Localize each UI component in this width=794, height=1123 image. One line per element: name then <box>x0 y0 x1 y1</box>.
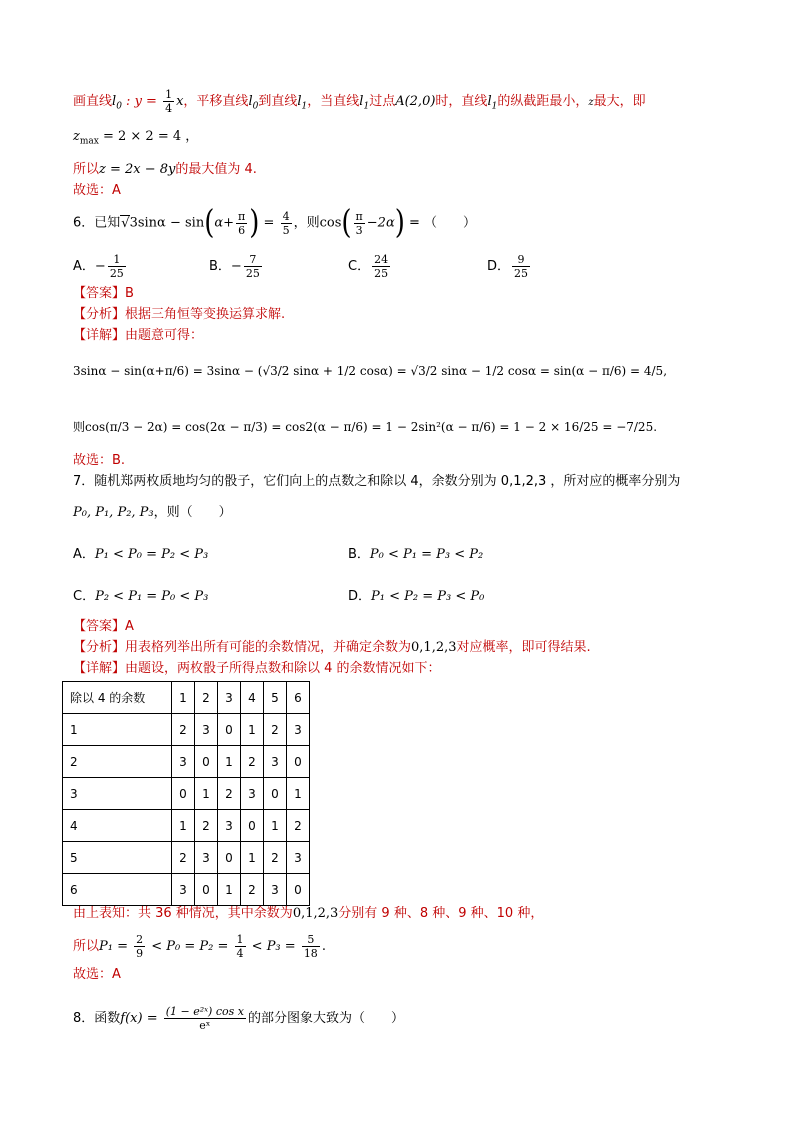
table-cell: 5 <box>63 842 172 874</box>
table-row <box>63 714 310 746</box>
q6-equation-2: 则cos(π/3 − 2α) = cos(2α − π/3) = cos2(α − π/6) = 1 − 2sin²(α − π/6) = 1 − 2 × 16/25 = −7/25. <box>73 420 658 434</box>
q6-choose: 故选：B. <box>73 453 126 468</box>
table-cell: 3 <box>63 778 172 810</box>
table-row <box>63 810 310 842</box>
math-expr: z = 2x − 8y <box>99 162 176 177</box>
q7-detail: 【详解】由题设，两枚骰子所得点数和除以 4 的余数情况如下： <box>73 661 441 676</box>
table-cell: 1 <box>287 778 310 810</box>
text: 最大，即 <box>593 94 646 109</box>
q7-stem-1 <box>73 473 680 491</box>
table-cell: 3 <box>195 714 218 746</box>
option-d: D． $\frac{9}{25}$ <box>487 253 529 280</box>
table-cell: 1 <box>172 682 195 714</box>
table-cell: 0 <box>287 746 310 778</box>
table-cell: 0 <box>287 874 310 906</box>
table-cell: 2 <box>241 746 264 778</box>
table-cell: 2 <box>241 874 264 906</box>
math-point: A(2,0) <box>395 94 436 109</box>
table-cell: 0 <box>241 810 264 842</box>
table-cell: 5 <box>264 682 287 714</box>
text: 时，直线 <box>435 94 488 109</box>
text: 画直线 <box>73 94 113 109</box>
table-cell: 3 <box>172 746 195 778</box>
math-l0: $l_0$ <box>112 94 122 112</box>
question-text: 7．随机郑两枚质地均匀的骰子，它们向上的点数之和除以 4，余数分别为 0,1,2,3 ，所对应的概率分别为 <box>73 474 681 489</box>
table-cell: 0 <box>218 842 241 874</box>
question-number: 8．函数 <box>73 1011 121 1026</box>
text: ，平移直线 <box>183 94 249 109</box>
text: ，当直线 <box>307 94 360 109</box>
table-cell: 4 <box>241 682 264 714</box>
q7-option-c: C．P₂ < P₁ = P₀ < P₃ <box>73 589 209 604</box>
table-cell: 0 <box>218 714 241 746</box>
math-z: z <box>73 129 80 144</box>
q6-equation-1: 3sinα − sin(α+π/6) = 3sinα − (√3/2 sinα + 1/2 cosα) = √3/2 sinα − 1/2 cosα = sin(α − π/6) = 4/5, <box>73 364 668 378</box>
table-cell: 0 <box>264 778 287 810</box>
table-cell: 2 <box>287 810 310 842</box>
q7-option-a: A．P₁ < P₀ = P₂ < P₃ <box>73 547 209 562</box>
q6-stem: 6．已知√3sinα − sin(α+ $\frac{\pi}{6}$ ) = $\frac{4}{5}$ ，则cos( $\frac{\pi}{3}$ −2α) = （ ） <box>73 204 477 242</box>
q7-option-d: D．P₁ < P₂ = P₃ < P₀ <box>348 589 485 604</box>
q8-stem: 8．函数f(x) = $\frac{\text{(1 − e²ˣ) cos x}}{\text{eˣ}}$ 的部分图象大致为（ ） <box>73 1005 404 1032</box>
table-cell: 1 <box>241 714 264 746</box>
remainder-table <box>62 681 310 906</box>
function-fraction: $\frac{\text{(1 − e²ˣ) cos x}}{\text{eˣ}}$ <box>165 1005 244 1032</box>
text: 到直线 <box>258 94 298 109</box>
table-cell: 1 <box>172 810 195 842</box>
option-c: C． $\frac{24}{25}$ <box>348 253 389 280</box>
table-cell: 6 <box>63 874 172 906</box>
table-cell: 2 <box>63 746 172 778</box>
table-row <box>63 874 310 906</box>
subscript: max <box>79 136 99 147</box>
table-cell: 1 <box>218 746 241 778</box>
table-cell: 除以 4 的余数 <box>63 682 172 714</box>
table-cell: 1 <box>218 874 241 906</box>
text: 过点 <box>369 94 396 109</box>
text: 的纵截距最小， <box>497 94 589 109</box>
table-cell: 0 <box>195 746 218 778</box>
table-header-row <box>63 682 310 714</box>
table-cell: 3 <box>264 874 287 906</box>
table-cell: 1 <box>241 842 264 874</box>
q7-summary: 由上表知：共 36 种情况，其中余数为0,1,2,3分别有 9 种、8 种、9 种、10 种， <box>73 906 544 921</box>
table-cell: 2 <box>264 842 287 874</box>
q7-answer: 【答案】A <box>73 619 134 634</box>
q7-option-b: B．P₀ < P₁ = P₃ < P₂ <box>348 547 484 562</box>
table-cell: 2 <box>195 682 218 714</box>
fraction: $\frac{1}{4}$ <box>165 88 173 115</box>
math-fx: f(x) = <box>120 1011 162 1026</box>
option-a: A．− $\frac{1}{25}$ <box>73 253 124 280</box>
table-cell: 3 <box>241 778 264 810</box>
choose-line: 故选：A <box>73 183 121 198</box>
table-row <box>63 778 310 810</box>
table-cell: 1 <box>63 714 172 746</box>
math-x: x <box>176 94 184 109</box>
math-z: z <box>588 97 594 108</box>
solution-line-2 <box>73 128 198 151</box>
table-cell: 4 <box>63 810 172 842</box>
table-cell: 2 <box>172 842 195 874</box>
q6-detail: 【详解】由题意可得： <box>73 328 204 343</box>
option-b: B．− $\frac{7}{25}$ <box>209 253 260 280</box>
text: 所以 <box>73 162 100 177</box>
table-cell: 3 <box>287 714 310 746</box>
table-cell: 2 <box>172 714 195 746</box>
q7-analysis: 【分析】用表格列举出所有可能的余数情况，并确定余数为0,1,2,3对应概率，即可得结果. <box>73 640 591 655</box>
table-cell: 1 <box>264 810 287 842</box>
text: 的最大值为 4. <box>175 162 257 177</box>
table-cell: 3 <box>287 842 310 874</box>
table-cell: 3 <box>264 746 287 778</box>
table-cell: 3 <box>218 682 241 714</box>
q6-analysis: 【分析】根据三角恒等变换运算求解. <box>73 307 286 322</box>
table-cell: 0 <box>195 874 218 906</box>
solution-line-3 <box>73 161 257 179</box>
math-expr: √3sinα − sin <box>121 215 205 231</box>
math-eq: : y = <box>121 94 162 109</box>
solution-line-1: 画直线$l_0$ : y = $\frac{1}{4}$ x，平移直线$l_0$到直线$l_1$，当直线$l_1$过点A(2,0)时，直线$l_1$的纵截距最小，z最大，即 <box>73 88 646 115</box>
math-probs: P₀, P₁, P₂, P₃ <box>73 505 154 520</box>
table-cell: 2 <box>264 714 287 746</box>
math-expr: = 2 × 2 = 4 ， <box>98 129 199 144</box>
table-cell: 3 <box>172 874 195 906</box>
q7-choose: 故选：A <box>73 967 121 982</box>
table-cell: 3 <box>218 810 241 842</box>
table-cell: 1 <box>195 778 218 810</box>
table-row <box>63 746 310 778</box>
table-cell: 3 <box>195 842 218 874</box>
q6-answer: 【答案】B <box>73 286 134 301</box>
table-cell: 0 <box>172 778 195 810</box>
question-number: 6．已知 <box>73 215 121 231</box>
table-cell: 2 <box>195 810 218 842</box>
q7-conclusion: 所以P₁ = $\frac{2}{9}$ < P₀ = P₂ = $\frac{1}{4}$ < P₃ = $\frac{5}{18}$ . <box>73 933 326 960</box>
table-cell: 6 <box>287 682 310 714</box>
q7-stem-2: P₀, P₁, P₂, P₃，则（ ） <box>73 505 232 520</box>
table-cell: 2 <box>218 778 241 810</box>
table-row <box>63 842 310 874</box>
